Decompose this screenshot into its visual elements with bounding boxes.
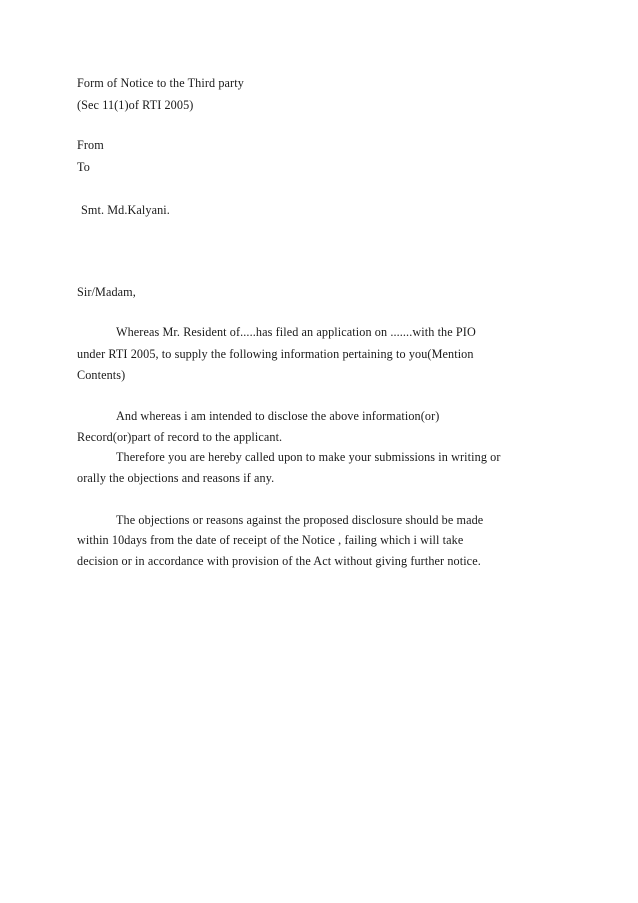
paragraph-4-line-2: within 10days from the date of receipt of the Notice , failing which i will take xyxy=(77,533,464,547)
notice-title: Form of Notice to the Third party xyxy=(77,76,244,90)
paragraph-1-line-2: under RTI 2005, to supply the following information pertaining to you(Mention xyxy=(77,347,474,361)
to-label: To xyxy=(77,160,90,174)
paragraph-2-line-1: And whereas i am intended to disclose the above information(or) xyxy=(116,409,440,423)
paragraph-1-line-1: Whereas Mr. Resident of.....has filed an application on .......with the PIO xyxy=(116,325,476,339)
paragraph-3-line-2: orally the objections and reasons if any. xyxy=(77,471,275,485)
paragraph-2-line-2: Record(or)part of record to the applicant. xyxy=(77,430,283,444)
paragraph-1-line-3: Contents) xyxy=(77,368,126,382)
salutation: Sir/Madam, xyxy=(77,285,136,299)
paragraph-3-line-1: Therefore you are hereby called upon to make your submissions in writing or xyxy=(116,450,501,464)
paragraph-4-line-1: The objections or reasons against the proposed disclosure should be made xyxy=(116,513,484,527)
notice-subtitle: (Sec 11(1)of RTI 2005) xyxy=(77,98,194,112)
addressee-name: Smt. Md.Kalyani. xyxy=(81,203,170,217)
paragraph-4-line-3: decision or in accordance with provision of the Act without giving further notice. xyxy=(77,554,481,568)
from-label: From xyxy=(77,138,104,152)
